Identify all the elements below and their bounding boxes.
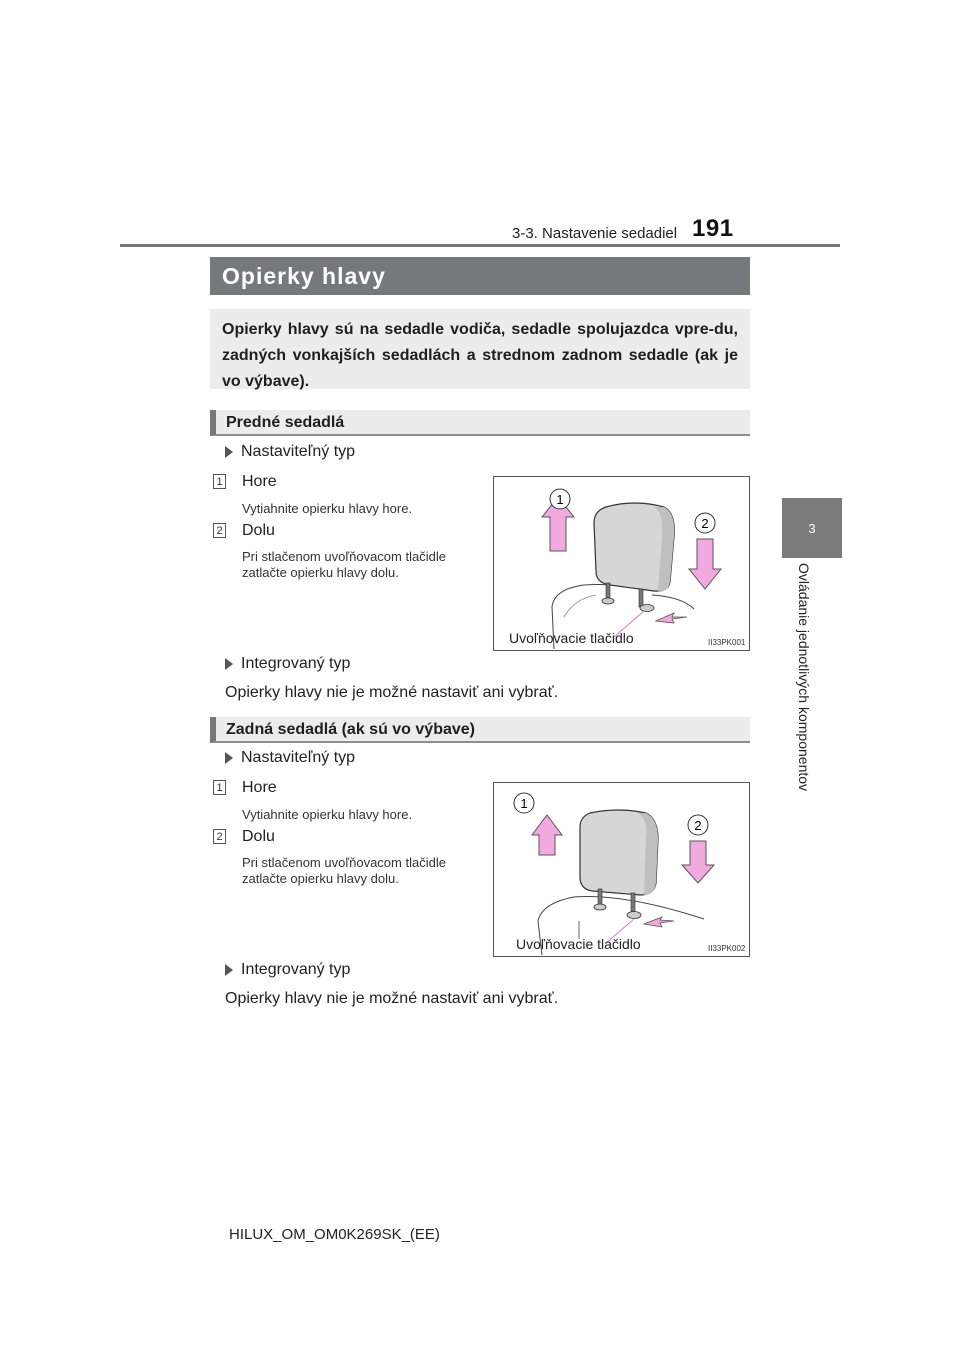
item-label: Hore bbox=[242, 779, 277, 796]
triangle-bullet-icon bbox=[225, 964, 233, 976]
header-rule bbox=[120, 244, 840, 247]
triangle-bullet-icon bbox=[225, 446, 233, 458]
bullet-text: Nastaviteľný typ bbox=[241, 749, 356, 766]
bullet-adjustable-rear bbox=[225, 749, 355, 767]
page-heading: Opierky hlavy bbox=[210, 257, 750, 295]
figure-label: Uvoľňovacie tlačidlo bbox=[516, 936, 641, 952]
bullet-adjustable-front bbox=[225, 443, 355, 461]
figure-front-headrest bbox=[493, 476, 750, 651]
subheading-front: Predné sedadlá bbox=[210, 410, 750, 436]
bullet-integrated-front bbox=[225, 655, 350, 673]
triangle-bullet-icon bbox=[225, 752, 233, 764]
item-description: Vytiahnite opierku hlavy hore. bbox=[242, 807, 413, 822]
figure-label: Uvoľňovacie tlačidlo bbox=[509, 630, 634, 646]
figure-callout-2: 2 bbox=[694, 818, 702, 833]
item-description: Pri stlačenom uvoľňovacom tlačidle zatlačte opierku hlavy dolu. bbox=[242, 549, 446, 580]
chapter-tab: 3 bbox=[782, 498, 842, 558]
bullet-text: Integrovaný typ bbox=[241, 961, 351, 978]
note-front: Opierky hlavy nie je možné nastaviť ani vybrať. bbox=[225, 684, 559, 701]
figure-code: II33PK002 bbox=[708, 944, 746, 953]
figure-rear-headrest bbox=[493, 782, 750, 957]
bullet-text: Nastaviteľný typ bbox=[241, 443, 356, 460]
figure-callout-1: 1 bbox=[520, 796, 528, 811]
chapter-label: Ovládanie jednotlivých komponentov bbox=[796, 563, 812, 792]
item-number: 2 bbox=[213, 829, 226, 844]
note-rear: Opierky hlavy nie je možné nastaviť ani vybrať. bbox=[225, 990, 559, 1007]
section-title: 3-3. Nastavenie sedadiel bbox=[512, 225, 678, 242]
item-label: Dolu bbox=[242, 522, 275, 539]
item-label: Dolu bbox=[242, 828, 275, 845]
item-description: Pri stlačenom uvoľňovacom tlačidle zatlačte opierku hlavy dolu. bbox=[242, 855, 446, 886]
subheading-rear: Zadná sedadlá (ak sú vo výbave) bbox=[210, 717, 750, 743]
item-number: 1 bbox=[213, 474, 226, 489]
bullet-text: Integrovaný typ bbox=[241, 655, 351, 672]
triangle-bullet-icon bbox=[225, 658, 233, 670]
bullet-integrated-rear bbox=[225, 961, 350, 979]
figure-callout-2: 2 bbox=[701, 516, 709, 531]
document-code: HILUX_OM_OM0K269SK_(EE) bbox=[229, 1226, 440, 1243]
item-label: Hore bbox=[242, 473, 277, 490]
item-number: 1 bbox=[213, 780, 226, 795]
page-number: 191 bbox=[692, 215, 734, 242]
item-description: Vytiahnite opierku hlavy hore. bbox=[242, 501, 413, 516]
figure-code: II33PK001 bbox=[708, 638, 746, 647]
item-number: 2 bbox=[213, 523, 226, 538]
figure-callout-1: 1 bbox=[556, 492, 564, 507]
intro-box: Opierky hlavy sú na sedadle vodiča, sedadle spolujazdca vpre-du, zadných vonkajších sedadlách a strednom zadnom sedadle (ak je vo výbave). bbox=[210, 309, 750, 389]
